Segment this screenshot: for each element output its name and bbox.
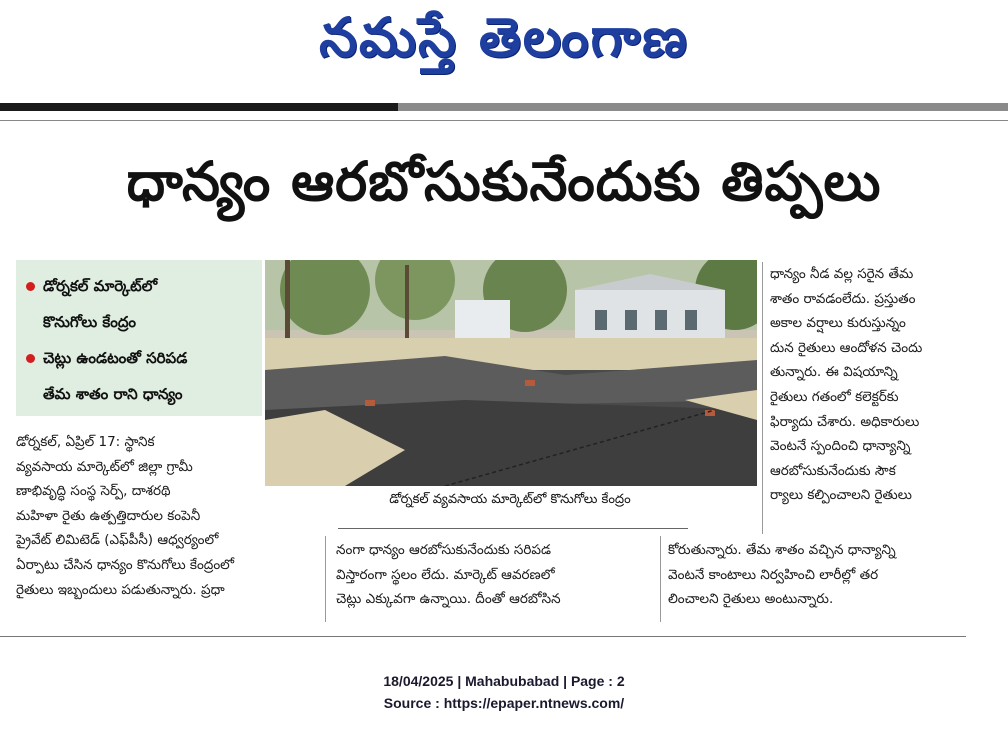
- text-line: ఫిర్యాదు చేశారు. అధికారులు: [770, 413, 920, 430]
- bullet-icon: [26, 282, 35, 291]
- footer-edition-info: 18/04/2025 | Mahabubabad | Page : 2: [383, 673, 625, 689]
- column-divider: [660, 536, 661, 622]
- newspaper-logo: నమస్తే తెలంగాణ: [319, 6, 689, 69]
- text-line: మహిళా రైతు ఉత్పత్తిదారుల కంపెనీ: [16, 507, 201, 524]
- footer-source: Source : https://epaper.ntnews.com/: [383, 695, 625, 711]
- article-headline: ధాన్యం ఆరబోసుకునేందుకు తిప్పలు: [126, 150, 882, 213]
- text-line: కోరుతున్నారు. తేమ శాతం వచ్చిన ధాన్యాన్ని: [668, 542, 896, 558]
- text-line: వెంటనే కాంటాలు నిర్వహించి లారీల్లో తర: [668, 566, 879, 583]
- masthead: [0, 0, 1008, 96]
- text-line: ధాన్యం నీడ వల్ల సరైన తేమ: [770, 266, 914, 282]
- masthead-rule-grey: [398, 103, 1008, 111]
- article-photo: [265, 260, 757, 486]
- column-divider: [762, 262, 763, 534]
- text-line: ప్రైవేట్ లిమిటెడ్ (ఎఫ్‌పీసీ) ఆధ్వర్యంలో: [16, 532, 219, 549]
- text-line: చెట్లు ఎక్కువగా ఉన్నాయి. దీంతో ఆరబోసిన: [336, 591, 561, 608]
- text-line: రైతులు గతంలో కలెక్టర్‌కు: [770, 388, 899, 405]
- text-line: దున రైతులు ఆందోళన చెందు: [770, 339, 923, 356]
- article-column-right: [770, 262, 990, 508]
- text-line: లించాలని రైతులు అంటున్నారు.: [668, 591, 834, 608]
- photo-caption: డోర్నకల్ వ్యవసాయ మార్కెట్‌లో కొనుగోలు కేంద్రం: [389, 492, 631, 507]
- article-column-middle: [336, 538, 656, 612]
- text-line: తున్నారు. ఈ విషయాన్ని: [770, 364, 898, 381]
- text-line: వెంటనే స్పందించి ధాన్యాన్ని: [770, 438, 911, 455]
- highlight-item: చెట్లు ఉండటంతో సరిపడ తేమ శాతం రాని ధాన్యం: [26, 340, 260, 412]
- text-line: డోర్నకల్, ఏప్రిల్ 17: స్థానిక: [16, 434, 155, 450]
- text-line: ఆరబోసుకునేందుకు సౌక: [770, 462, 896, 479]
- bullet-icon: [26, 354, 35, 363]
- cut-off-text: [320, 646, 740, 652]
- caption-rule: [338, 528, 688, 529]
- highlight-item: డోర్నకల్ మార్కెట్‌లో కొనుగోలు కేంద్రం: [26, 268, 260, 340]
- text-line: శాతం రావడంలేదు. ప్రస్తుతం: [770, 290, 916, 307]
- text-line: ణాభివృద్ధి సంస్థ సెర్ప్, దాశరథి: [16, 483, 171, 500]
- divider: [0, 120, 1008, 121]
- text-line: ర్యాలు కల్పించాలని రైతులు: [770, 487, 912, 504]
- text-line: అకాల వర్షాలు కురుస్తున్నం: [770, 315, 906, 332]
- article-column-left: [16, 430, 316, 602]
- highlights-box: [16, 260, 262, 416]
- column-divider: [325, 536, 326, 622]
- text-line: విస్తారంగా స్థలం లేదు. మార్కెట్ ఆవరణలో: [336, 566, 555, 583]
- article-column-middle-2: [668, 538, 908, 612]
- text-line: ఏర్పాటు చేసిన ధాన్యం కొనుగోలు కేంద్రంలో: [16, 556, 235, 573]
- text-line: నంగా ధాన్యం ఆరబోసుకునేందుకు సరిపడ: [336, 542, 551, 558]
- text-line: వ్యవసాయ మార్కెట్‌లో జిల్లా గ్రామీ: [16, 458, 193, 475]
- text-line: రైతులు ఇబ్బందులు పడుతున్నారు. ప్రధా: [16, 581, 225, 598]
- bottom-divider: [0, 636, 966, 637]
- page-footer: [0, 670, 1008, 714]
